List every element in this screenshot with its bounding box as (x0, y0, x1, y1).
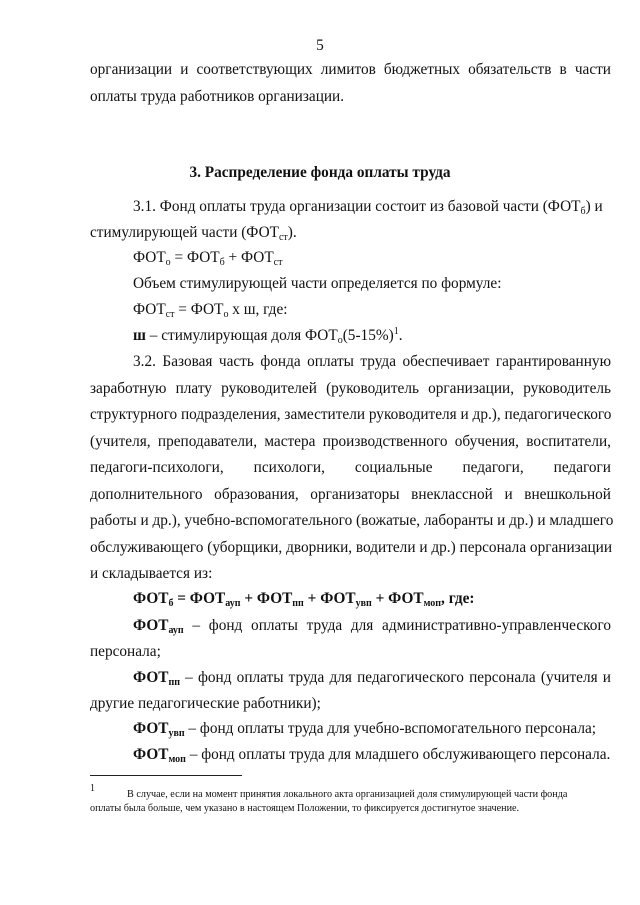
p31-line-2: стимулирующей части $(ФОТ_{ст})$. (90, 224, 297, 243)
p32-line-6: дополнительного образования, организаторы внеклассной и внешкольной (90, 486, 611, 503)
p32-line-7: работы и др.), учебно-вспомогательного (вожатые, лаборанты и др.) и младшего (90, 512, 614, 529)
footnote-mark: 1 (90, 783, 95, 794)
p32-line-8: обслуживающего (уборщики, дворники, водители и др.) персонала организации (90, 539, 613, 556)
def-mop: $ФОТ_{моп}$ – фонд оплаты труда для младшего обслуживающего персонала. (133, 746, 611, 765)
footnote-line-2: оплаты была больше, чем указано в настоящем Положении, то фиксируется достигнутое значение. (90, 803, 520, 814)
def-pp-line-1: $ФОТ_{пп}$ – фонд оплаты труда для педагогического персонала (учителя и (133, 669, 611, 688)
def-pp-line-2: другие педагогические работники); (90, 695, 321, 712)
footnote-divider (90, 775, 242, 776)
def-uvp: $ФОТ_{увп}$ – фонд оплаты труда для учебно-вспомогательного персонала; (133, 720, 597, 739)
formula-fot-st: $ФОТ_{ст} = ФОТ_о$ х ш, где: (133, 301, 288, 320)
def-aup-line-1: $ФОТ_{ауп}$ – фонд оплаты труда для административно-управленческого (133, 617, 611, 636)
p32-line-3: структурного подразделения, заместители руководителя и др.), педагогического (90, 406, 612, 423)
p32-line-9: и складывается из: (90, 565, 213, 582)
section-title: 3. Распределение фонда оплаты труда (189, 164, 451, 181)
volume-text: Объем стимулирующей части определяется по формуле: (133, 275, 502, 292)
share-line: ш – стимулирующая доля $ФОТ_о(5-15\%)^1$. (133, 326, 403, 346)
intro-line-2: оплаты труда работников организации. (90, 88, 345, 105)
p32-line-4: (учителя, преподаватели, мастера производственного обучения, воспитатели, (90, 433, 611, 450)
p32-line-2: заработную плату руководителей (руководитель организации, руководитель (90, 380, 611, 397)
p32-line-1: 3.2. Базовая часть фонда оплаты труда обеспечивает гарантированную (133, 353, 611, 370)
formula-fot-total: $ФОТ_о = ФОТ_б + ФОТ_{ст}$ (133, 249, 283, 268)
intro-line-1: организации и соответствующих лимитов бюджетных обязательств в части (90, 61, 611, 78)
p32-line-5: педагоги-психологи, психологи, социальные педагоги, педагоги (90, 459, 611, 476)
p31-line-1: 3.1. Фонд оплаты труда организации состоит из базовой части $(ФОТ_б)$ и (133, 198, 603, 217)
formula-fot-base: $ФОТ_б = ФОТ_{ауп} + ФОТ_{пп} + ФОТ_{увп} + ФОТ_{моп}$, где: (133, 590, 475, 609)
page-number: 5 (316, 37, 324, 54)
def-aup-line-2: персонала; (90, 643, 161, 660)
footnote-line-1: В случае, если на момент принятия локального акта организацией доля стимулирующей части фонда (127, 789, 568, 800)
